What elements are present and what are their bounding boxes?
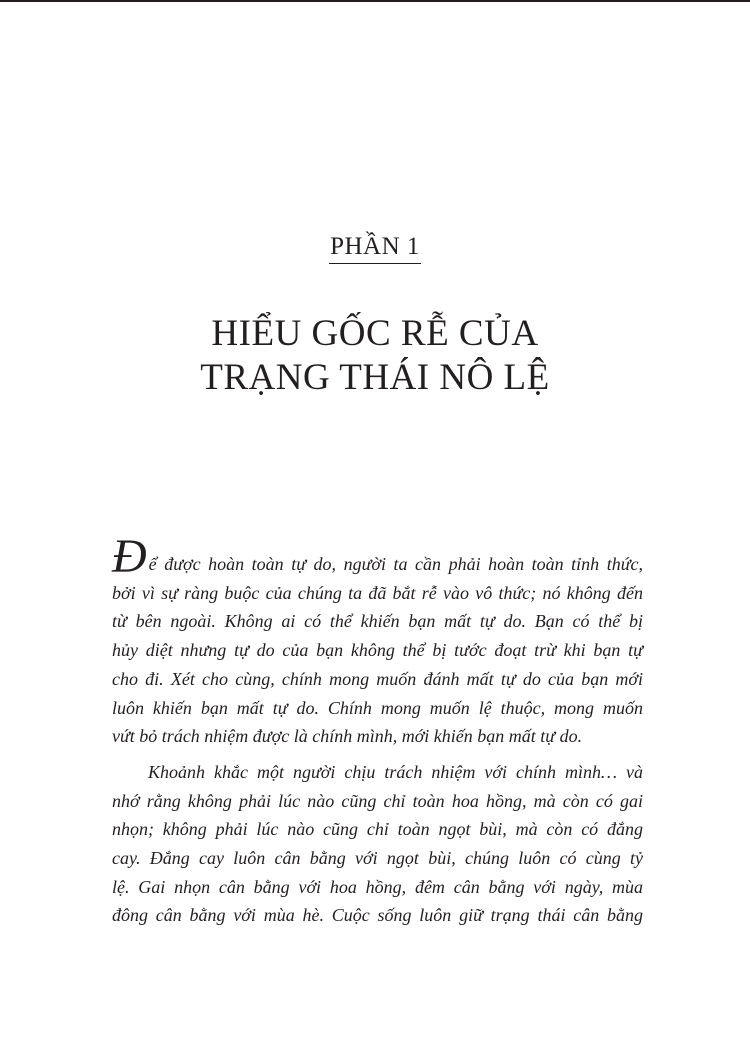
paragraph-2-line: nhớ rằng không phải lúc nào cũng chỉ toàn hoa hồng, mà còn có gai [112, 790, 643, 811]
paragraph-2-line: lệ. Gai nhọn cân bằng với hoa hồng, đêm cân bằng với ngày, mùa [112, 876, 643, 897]
paragraph-2 [112, 758, 643, 930]
paragraph-1-line: luôn khiến bạn mất tự do. Chính mong muốn lệ thuộc, mong muốn [112, 697, 643, 718]
paragraph-1-line: vứt bỏ trách nhiệm được là chính mình, mới khiến bạn mất tự do. [112, 726, 583, 747]
paragraph-1-line: cho đi. Xét cho cùng, chính mong muốn đánh mất tự do của bạn mới [112, 668, 643, 689]
part-title-line-1: HIỂU GỐC RỄ CỦA [211, 313, 539, 354]
paragraph-2-line: nhọn; không phải lúc nào cũng chỉ toàn ngọt bùi, mà còn có đắng [112, 819, 643, 840]
part-label [0, 232, 750, 264]
paragraph-1 [112, 530, 643, 751]
top-border-rule [0, 0, 750, 2]
part-title [0, 312, 750, 400]
paragraph-2-line: cay. Đắng cay luôn cân bằng với ngọt bùi, chúng luôn có cùng tỷ [112, 848, 643, 869]
paragraph-1-line: hủy diệt nhưng tự do của bạn không thể bị tước đoạt trừ khi bạn tự [112, 640, 643, 661]
paragraph-2-line: Khoảnh khắc một người chịu trách nhiệm với chính mình… và [148, 761, 643, 782]
paragraph-2-line: đông cân bằng với mùa hè. Cuộc sống luôn giữ trạng thái cân bằng [112, 905, 643, 926]
paragraph-1-line: Để được hoàn toàn tự do, người ta cần phải hoàn toàn tỉnh thức, [112, 530, 643, 583]
body-text [112, 530, 643, 930]
part-label-text: PHẦN 1 [329, 232, 421, 264]
paragraph-1-line: từ bên ngoài. Không ai có thể khiến bạn mất tự do. Bạn có thể bị [112, 611, 643, 632]
drop-cap: Đ [112, 530, 147, 583]
part-title-line-2: TRẠNG THÁI NÔ LỆ [200, 357, 550, 398]
paragraph-1-line: bởi vì sự ràng buộc của chúng ta đã bắt rễ vào vô thức; nó không đến [112, 582, 643, 603]
